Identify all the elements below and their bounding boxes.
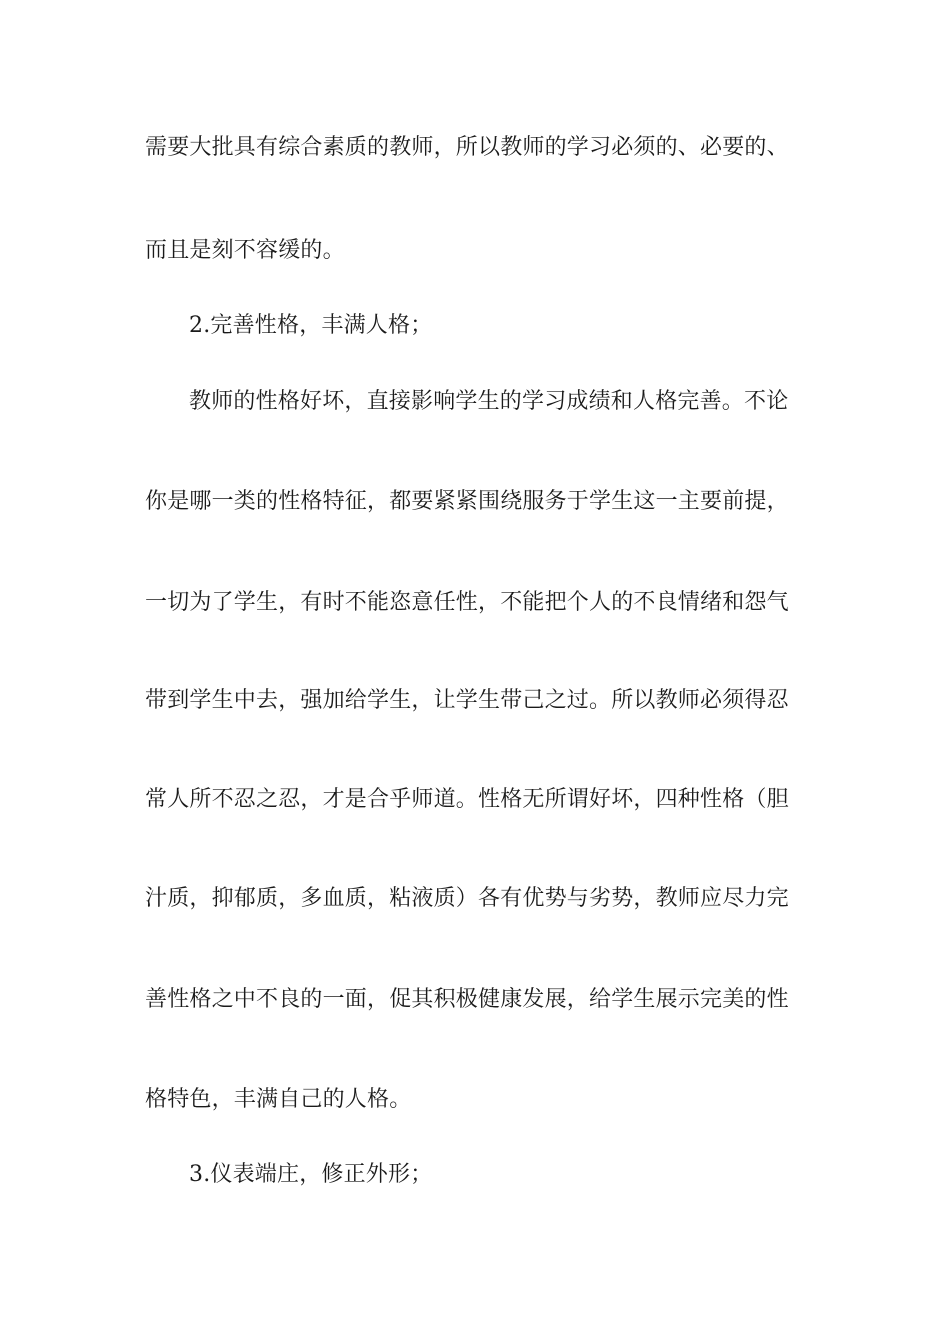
paragraph-line: 你是哪一类的性格特征，都要紧紧围绕服务于学生这一主要前提， [145,489,789,514]
paragraph-line: 汁质，抑郁质，多血质，粘液质）各有优势与劣势，教师应尽力完 [145,886,789,911]
paragraph-line: 教师的性格好坏，直接影响学生的学习成绩和人格完善。不论 [189,389,789,414]
paragraph-line: 一切为了学生，有时不能恣意任性，不能把个人的不良情绪和怨气 [145,590,789,615]
paragraph-line: 需要大批具有综合素质的教师，所以教师的学习必须的、必要的、 [145,135,789,160]
section-heading: 3.仪表端庄，修正外形； [189,1162,433,1187]
paragraph-line: 常人所不忍之忍，才是合乎师道。性格无所谓好坏，四种性格（胆 [145,787,789,812]
section-heading: 2.完善性格，丰满人格； [189,313,433,338]
paragraph-line: 带到学生中去，强加给学生，让学生带己之过。所以教师必须得忍 [145,688,789,713]
paragraph-line: 而且是刻不容缓的。 [145,238,345,263]
paragraph-line: 格特色，丰满自己的人格。 [145,1087,412,1112]
paragraph-line: 善性格之中不良的一面，促其积极健康发展，给学生展示完美的性 [145,987,789,1012]
